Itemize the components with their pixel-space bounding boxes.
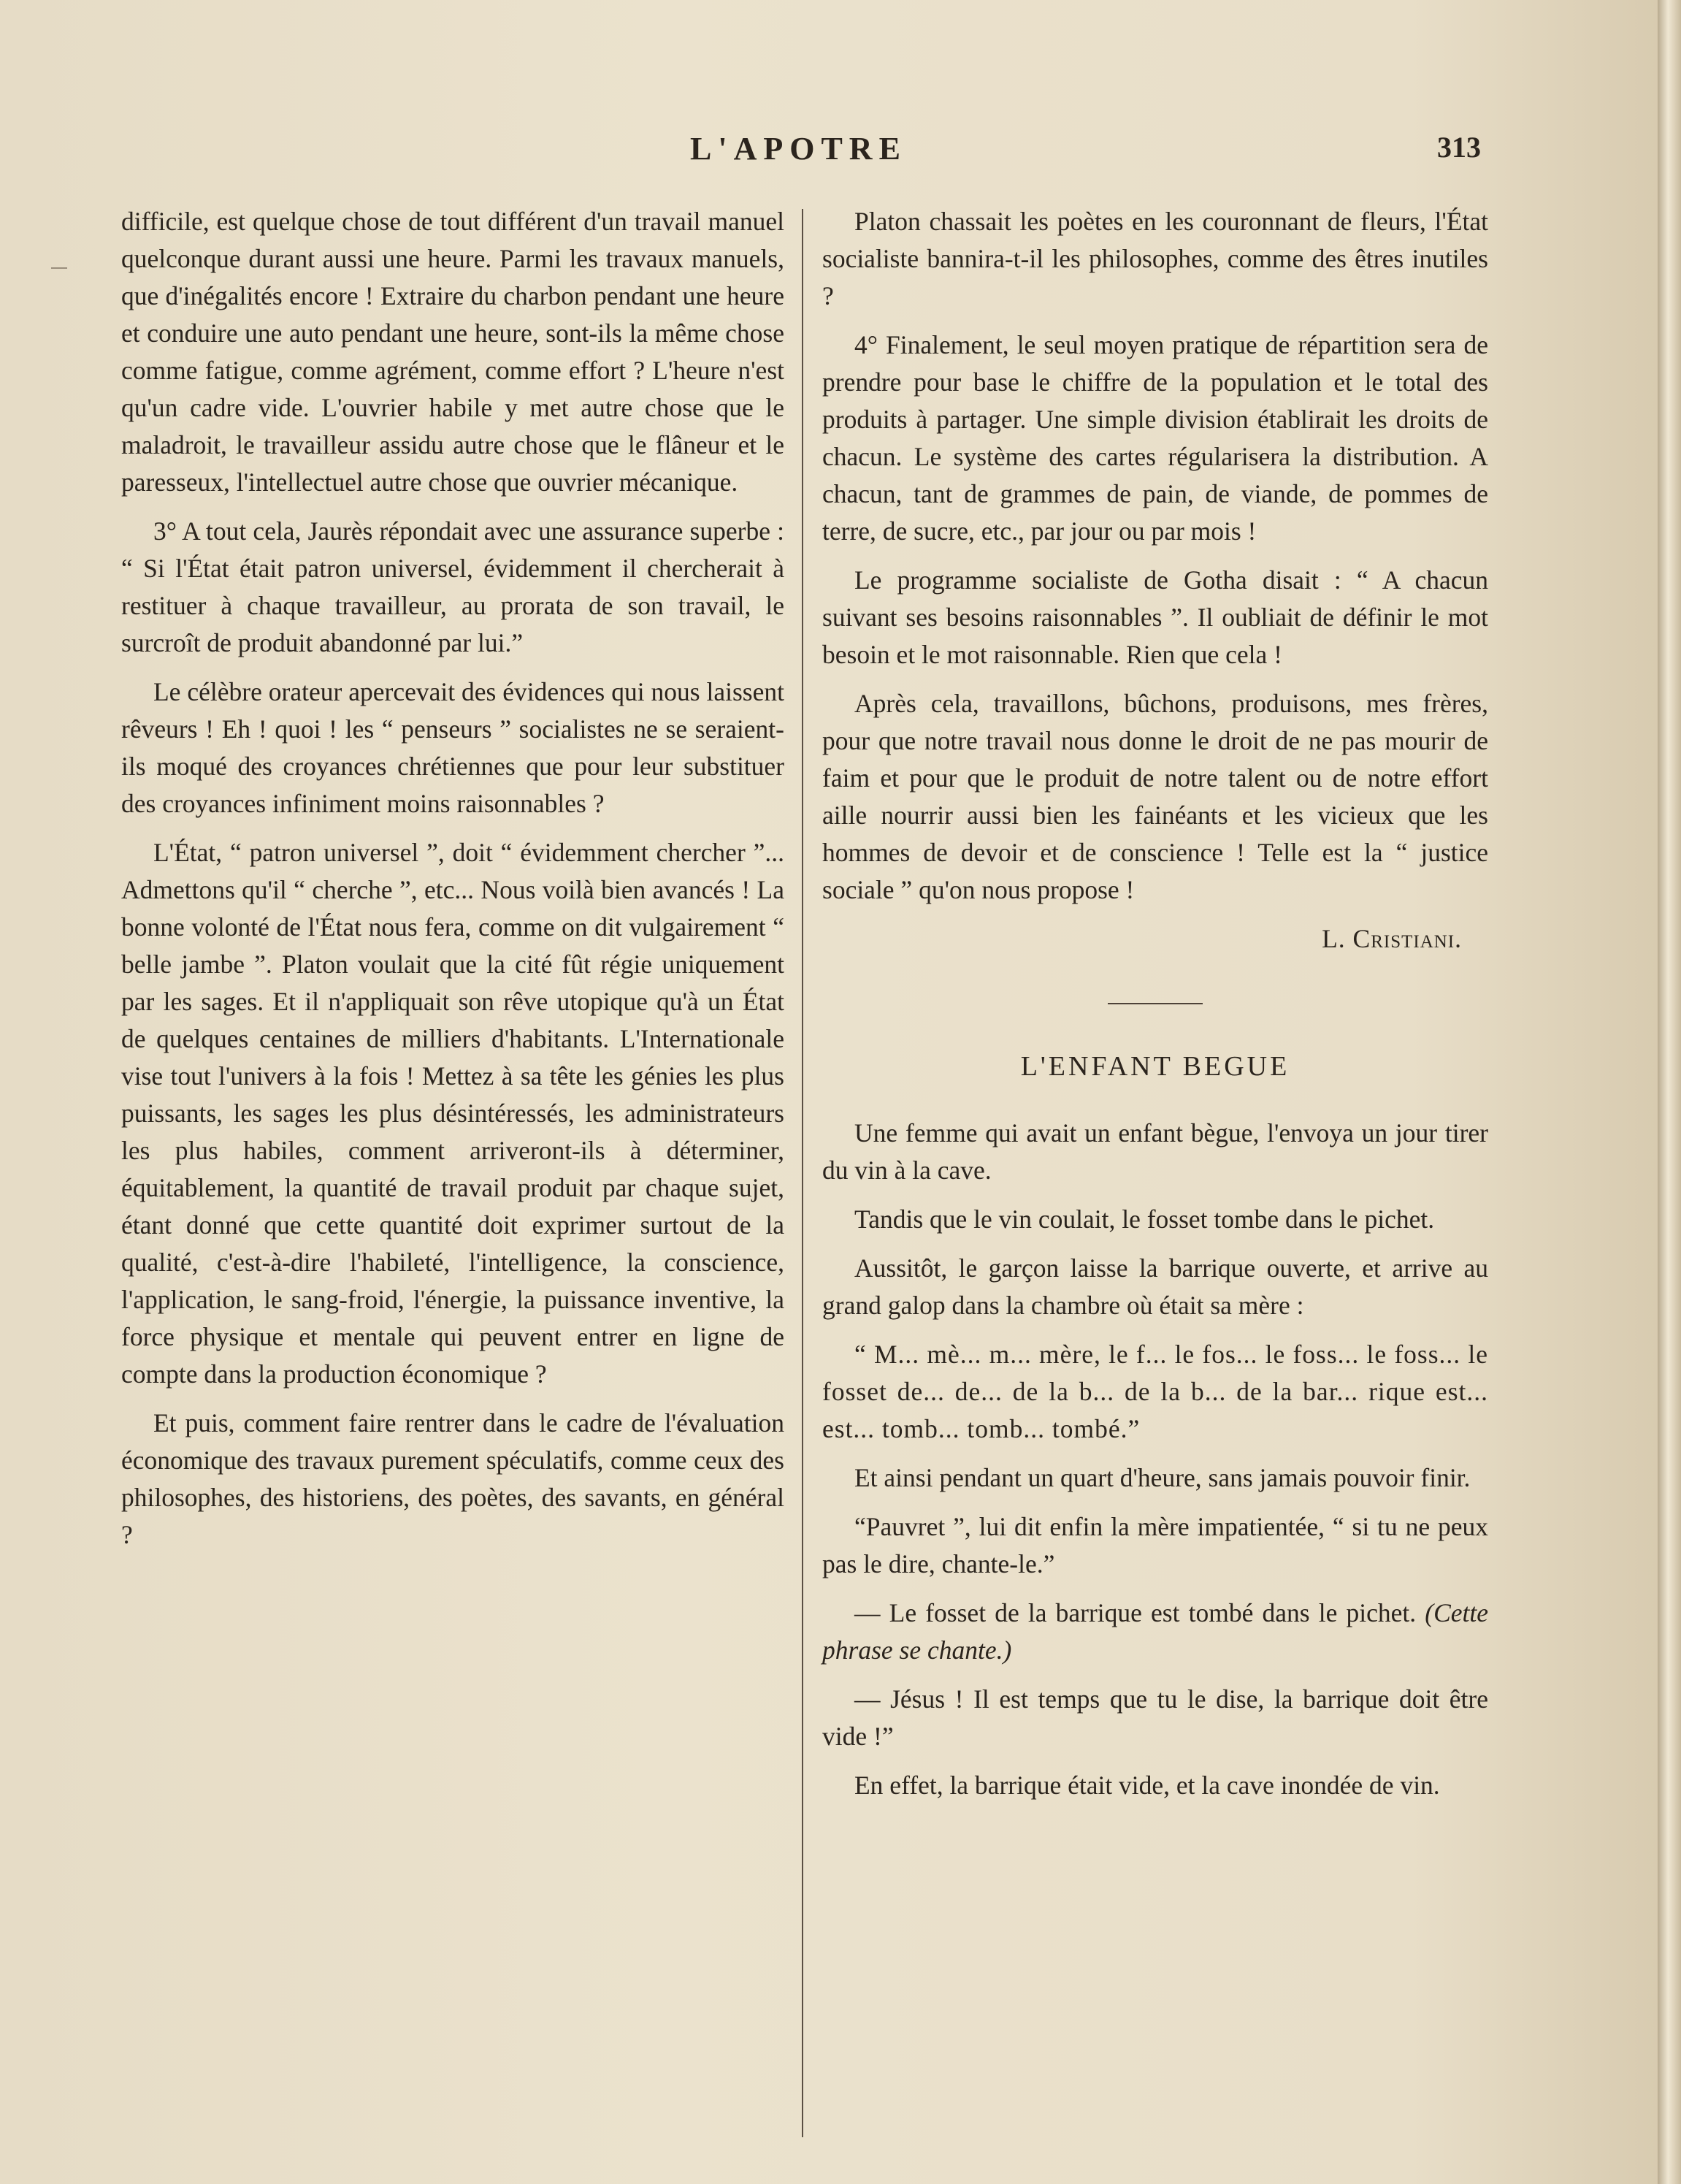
story-paragraph: Tandis que le vin coulait, le fosset tombe dans le pichet. — [854, 1204, 1435, 1234]
story-paragraph: “ M... mè... m... mère, le f... le fos... le foss... le foss... le fosset de... de... de la b... de la b... de la bar... rique est... est... tomb... tomb... tombé.” — [822, 1340, 1488, 1443]
margin-mark — [51, 267, 67, 269]
page-edge — [1658, 0, 1681, 2184]
paragraph: Le célèbre orateur apercevait des évidences qui nous laissent rêveurs ! Eh ! quoi ! les “ penseurs ” socialistes ne se seraient-ils moqué des croyances chrétiennes que pour leur substituer des croyances infiniment moins raisonnables ? — [121, 677, 784, 818]
paragraph: Platon chassait les poètes en les couronnant de fleurs, l'État socialiste bannira-t-il les philosophes, comme des êtres inutiles ? — [822, 207, 1488, 310]
stage-direction: (Cette phrase se chante.) — [822, 1598, 1489, 1665]
paragraph: Et puis, comment faire rentrer dans le cadre de l'évaluation économique des travaux purement spéculatifs, comme ceux des philosophes, des historiens, des poètes, des savants, en général ? — [121, 1408, 784, 1549]
story-paragraph: Aussitôt, le garçon laisse la barrique ouverte, et arrive au grand galop dans la chambre où était sa mère : — [822, 1253, 1488, 1320]
column-rule — [802, 209, 803, 2137]
story-text: — Le fosset de la barrique est tombé dans le pichet. — [854, 1598, 1417, 1627]
left-column — [121, 203, 784, 1565]
paragraph: L'État, “ patron universel ”, doit “ évidemment chercher ”... Admettons qu'il “ cherche ”, etc... Nous voilà bien avancés ! La bonne volonté de l'État nous fera, comme on dit vulgairement “ belle jambe ”. Platon voulait que la cité fût régie uniquement par les sages. Et il n'appliquait son rêve utopique qu'à un État de quelques centaines de milliers d'habitants. L'Internationale vise tout l'univers à la fois ! Mettez à sa tête les génies les plus puissants, les sages les plus désintéressés, les administrateurs les plus habiles, comment arriveront-ils à déterminer, équitablement, la quantité de travail produit par chaque sujet, étant donné que cette quantité doit exprimer surtout de la qualité, c'est-à-dire l'habileté, l'intelligence, la conscience, l'application, le sang-froid, l'énergie, la puissance inventive, la force physique et mentale qui peuvent entrer en ligne de compte dans la production économique ? — [121, 838, 784, 1389]
paragraph: difficile, est quelque chose de tout différent d'un travail manuel quelconque durant aussi une heure. Parmi les travaux manuels, que d'inégalités encore ! Extraire du charbon pendant une heure et conduire une auto pendant une heure, sont-ils la même chose comme fatigue, comme agrément, comme effort ? L'heure n'est qu'un cadre vide. L'ouvrier habile y met autre chose que le maladroit, le travailleur assidu autre chose que le flâneur et le paresseux, l'intellectuel autre chose que ouvrier mécanique. — [121, 207, 784, 497]
page-number: 313 — [1437, 131, 1481, 164]
paragraph: Le programme socialiste de Gotha disait : “ A chacun suivant ses besoins raisonnables ”. Il oubliait de définir le mot besoin et le mot raisonnable. Rien que cela ! — [822, 565, 1488, 669]
story-paragraph — [822, 1595, 1488, 1669]
story-paragraph: Une femme qui avait un enfant bègue, l'envoya un jour tirer du vin à la cave. — [822, 1118, 1488, 1185]
story-paragraph: — Jésus ! Il est temps que tu le dise, la barrique doit être vide !” — [822, 1684, 1488, 1751]
paragraph: 4° Finalement, le seul moyen pratique de répartition sera de prendre pour base le chiffre de la population et le total des produits à partager. Une simple division établirait les droits de chacun. Le système des cartes régularisera la distribution. A chacun, tant de grammes de pain, de viande, de pommes de terre, de sucre, etc., par jour ou par mois ! — [822, 330, 1488, 546]
running-head — [0, 130, 1658, 174]
journal-title: L'APOTRE — [690, 131, 907, 167]
paragraph: Après cela, travaillons, bûchons, produisons, mes frères, pour que notre travail nous donne le droit de ne pas mourir de faim et pour que le produit de notre talent ou de notre effort aille nourrir aussi bien les fainéants et les vicieux que les hommes de devoir et de conscience ! Telle est la “ justice sociale ” qu'on nous propose ! — [822, 689, 1488, 904]
section-divider — [1108, 1003, 1203, 1004]
right-column — [822, 203, 1488, 1816]
story-paragraph: “Pauvret ”, lui dit enfin la mère impatientée, “ si tu ne peux pas le dire, chante-le.” — [822, 1512, 1488, 1578]
story-paragraph: En effet, la barrique était vide, et la cave inondée de vin. — [854, 1771, 1440, 1800]
author-signature: L. Cristiani. — [1322, 924, 1462, 953]
article-title: L'ENFANT BEGUE — [1020, 1051, 1290, 1082]
story-paragraph: Et ainsi pendant un quart d'heure, sans jamais pouvoir finir. — [854, 1463, 1471, 1492]
paragraph: 3° A tout cela, Jaurès répondait avec une assurance superbe : “ Si l'État était patron universel, évidemment il chercherait à restituer à chaque travailleur, au prorata de son travail, le surcroît de produit abandonné par lui.” — [121, 516, 784, 657]
